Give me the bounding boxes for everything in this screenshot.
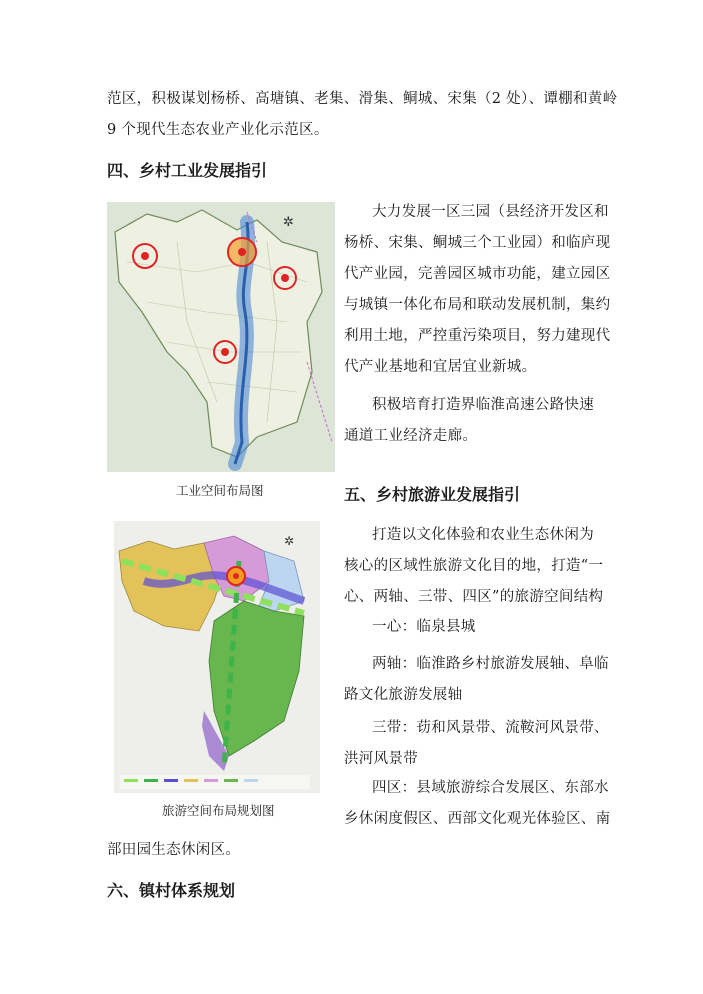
tourism-map-legend xyxy=(120,775,310,789)
compass-icon xyxy=(283,215,294,230)
section5-heading: 五、乡村旅游业发展指引 xyxy=(344,485,521,504)
section4-para1-line-4: 与城镇一体化布局和联动发展机制，集约 xyxy=(344,297,611,313)
section5-item4-line-2: 乡休闲度假区、西部文化观光体验区、南 xyxy=(344,811,611,827)
section5-item3-line-1: 三带：苆和风景带、流鞍河风景带、 xyxy=(372,720,609,736)
section4-heading: 四、乡村工业发展指引 xyxy=(107,161,268,180)
section4-para1-line-3: 代产业园，完善园区城市功能，建立园区 xyxy=(344,266,611,282)
section4-para1-line-6: 代产业基地和宜居宜业新城。 xyxy=(344,359,537,375)
intro-line-1: 范区，积极谋划杨桥、高塘镇、老集、滑集、鲖城、宋集（2 处）、谭棚和黄岭 xyxy=(107,91,618,107)
industrial-layout-map xyxy=(107,202,335,472)
section5-para1-line-2: 核心的区域性旅游文化目的地，打造“一 xyxy=(344,558,604,574)
section6-heading: 六、镇村体系规划 xyxy=(107,881,236,900)
industrial-map-caption: 工业空间布局图 xyxy=(176,483,264,498)
tourism-layout-map xyxy=(114,521,320,793)
section5-item2-line-1: 两轴：临淮路乡村旅游发展轴、阜临 xyxy=(372,656,609,672)
section5-item1: 一心：临泉县城 xyxy=(372,619,476,635)
section5-item4-line-3: 部田园生态休闲区。 xyxy=(107,842,241,858)
compass-icon: ✲ xyxy=(284,534,295,548)
section5-para1-line-3: 心、两轴、三带、四区”的旅游空间结构 xyxy=(344,589,604,605)
section4-para1-line-2: 杨桥、宋集、鲖城三个工业园）和临庐现 xyxy=(344,235,611,251)
tourism-map-caption: 旅游空间布局规划图 xyxy=(162,803,275,818)
section5-para1-line-1: 打造以文化体验和农业生态休闲为 xyxy=(372,527,594,543)
section4-para2-line-2: 通道工业经济走廊。 xyxy=(344,428,478,444)
svg-text:✲: ✲ xyxy=(283,215,294,230)
section4-para2-line-1: 积极培育打造界临淮高速公路快速 xyxy=(372,397,594,413)
section4-para1-line-1: 大力发展一区三园（县经济开发区和 xyxy=(372,204,609,220)
section4-para1-line-5: 利用土地，严控重污染项目，努力建现代 xyxy=(344,328,611,344)
section5-item3-line-2: 洪河风景带 xyxy=(344,751,418,767)
section5-item4-line-1: 四区：县域旅游综合发展区、东部水 xyxy=(372,780,609,796)
intro-line-2: 9 个现代生态农业产业化示范区。 xyxy=(107,122,329,138)
section5-item2-line-2: 路文化旅游发展轴 xyxy=(344,687,463,703)
